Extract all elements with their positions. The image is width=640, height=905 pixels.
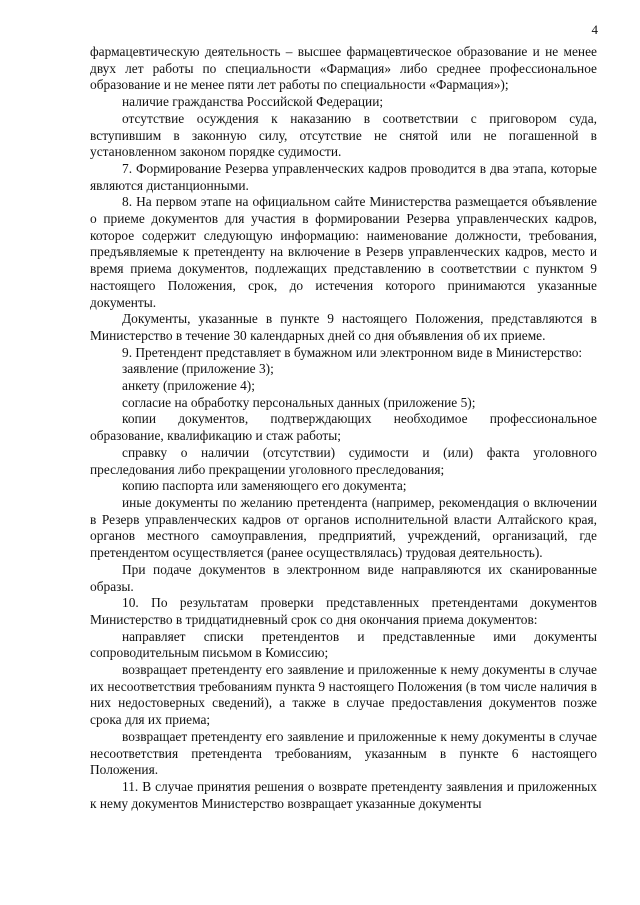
paragraph: фармацевтическую деятельность – высшее фармацевтическое образование и не менее двух лет работы по специальности «Фармация» либо среднее профессиональное образование и не менее пяти лет работы по специальности «Фармация»); — [90, 44, 597, 93]
paragraph: заявление (приложение 3); — [122, 361, 274, 377]
paragraph: 8. На первом этапе на официальном сайте Министерства размещается объявление о приеме документов для участия в формировании Резерва управленческих кадров, которое содержит следующую информацию: наименование должности, требования, предъявляемые к претенденту на включение в Резерв управленческих кадров, место и время приема документов, подлежащих представлению в соответствии с пунктом 9 настоящего Положения, срок, до истечения которого принимаются указанные документы. — [90, 194, 597, 310]
paragraph: отсутствие осуждения к наказанию в соответствии с приговором суда, вступившим в законную силу, отсутствие не снятой или не погашенной в установленном законом порядке судимости. — [90, 110, 597, 160]
paragraph: согласие на обработку персональных данных (приложение 5); — [122, 394, 476, 410]
paragraph: справку о наличии (отсутствии) судимости и (или) факта уголовного преследования либо прекращении уголовного преследования; — [90, 444, 597, 477]
paragraph: 10. По результатам проверки представленных претендентами документов Министерство в тридцатидневный срок со дня окончания приема документов: — [90, 595, 597, 627]
paragraph: копии документов, подтверждающих необходимое профессиональное образование, квалификацию и стаж работы; — [90, 411, 597, 444]
paragraph: иные документы по желанию претендента (например, рекомендация о включении в Резерв управленческих кадров от органов исполнительной власти Алтайского края, органов местного самоуправления, предприятий, учреждений, организаций, где претендентом осуществляется (ранее осуществлялась) трудовая деятельность). — [90, 494, 597, 561]
paragraph: направляет списки претендентов и представленные ими документы сопроводительным письмом в Комиссию; — [90, 628, 597, 661]
paragraph: возвращает претенденту его заявление и приложенные к нему документы в случае их несоответствия требованиям пункта 9 настоящего Положения (в том числе наличия в них недостоверных сведений), а также в случае предоставления документов позже срока для их приема; — [90, 662, 597, 728]
document-body — [90, 44, 597, 812]
paragraph: 11. В случае принятия решения о возврате претенденту заявления и приложенных к нему документов Министерство возвращает указанные документы — [90, 778, 597, 811]
page-number: 4 — [591, 22, 598, 37]
paragraph: возвращает претенденту его заявление и приложенные к нему документы в случае несоответствия претендента требованиям, указанным в пункте 6 настоящего Положения. — [90, 728, 597, 778]
paragraph: анкету (приложение 4); — [122, 378, 255, 394]
paragraph: При подаче документов в электронном виде направляются их сканированные образы. — [90, 561, 597, 594]
paragraph: 7. Формирование Резерва управленческих кадров проводится в два этапа, которые являются дистанционными. — [90, 160, 597, 193]
paragraph: Документы, указанные в пункте 9 настоящего Положения, представляются в Министерство в течение 30 календарных дней со дня объявления об их приеме. — [90, 311, 597, 343]
paragraph: копию паспорта или заменяющего его документа; — [122, 478, 407, 494]
paragraph: наличие гражданства Российской Федерации; — [122, 94, 384, 110]
paragraph: 9. Претендент представляет в бумажном или электронном виде в Министерство: — [122, 344, 583, 360]
